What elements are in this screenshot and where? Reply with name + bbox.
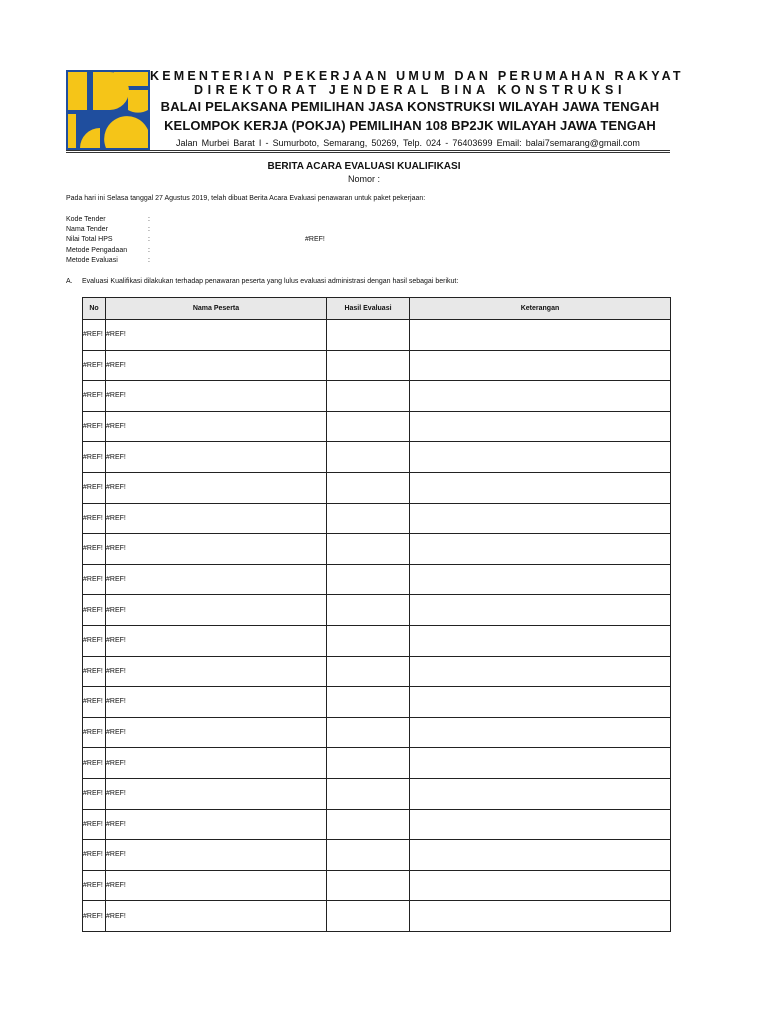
header-address: [176, 138, 640, 148]
address-word: Semarang,: [323, 138, 368, 148]
table-row: [83, 595, 671, 626]
cell-hasil-evaluasi: [327, 564, 410, 595]
table-row: [83, 320, 671, 351]
cell-keterangan: [410, 472, 671, 503]
cell-no: #REF!: [83, 595, 106, 626]
cell-nama-peserta: #REF!: [106, 381, 327, 412]
cell-no: #REF!: [83, 656, 106, 687]
col-header-nama-peserta: Nama Peserta: [106, 298, 327, 320]
field-label: Kode Tender: [66, 216, 106, 223]
section-a-letter: A.: [66, 278, 73, 285]
cell-hasil-evaluasi: [327, 350, 410, 381]
cell-nama-peserta: #REF!: [106, 687, 327, 718]
cell-keterangan: [410, 840, 671, 871]
address-word: Barat: [233, 138, 255, 148]
table-row: [83, 472, 671, 503]
cell-keterangan: [410, 503, 671, 534]
table-row: [83, 717, 671, 748]
evaluation-table: [82, 297, 671, 932]
document-number: Nomor :: [347, 174, 380, 184]
field-label: Nama Tender: [66, 226, 108, 233]
address-word: Email:: [496, 138, 522, 148]
cell-keterangan: [410, 870, 671, 901]
col-header-no: No: [83, 298, 106, 320]
table-row: [83, 534, 671, 565]
cell-keterangan: [410, 809, 671, 840]
field-value: #REF!: [305, 236, 325, 243]
address-word: Jalan: [176, 138, 198, 148]
address-word: Telp.: [403, 138, 423, 148]
cell-no: #REF!: [83, 625, 106, 656]
cell-no: #REF!: [83, 778, 106, 809]
cell-hasil-evaluasi: [327, 809, 410, 840]
cell-hasil-evaluasi: [327, 534, 410, 565]
header-divider-thin: [66, 152, 670, 153]
table-row: [83, 656, 671, 687]
cell-nama-peserta: #REF!: [106, 534, 327, 565]
cell-keterangan: [410, 411, 671, 442]
cell-no: #REF!: [83, 442, 106, 473]
pupr-logo-icon: [66, 70, 150, 150]
cell-nama-peserta: #REF!: [106, 778, 327, 809]
cell-hasil-evaluasi: [327, 442, 410, 473]
cell-nama-peserta: #REF!: [106, 442, 327, 473]
cell-hasil-evaluasi: [327, 381, 410, 412]
cell-keterangan: [410, 564, 671, 595]
header-directorate: DIREKTORAT JENDERAL BINA KONSTRUKSI: [193, 83, 627, 97]
cell-hasil-evaluasi: [327, 840, 410, 871]
table-row: [83, 381, 671, 412]
cell-keterangan: [410, 534, 671, 565]
table-row: [83, 625, 671, 656]
cell-hasil-evaluasi: [327, 901, 410, 932]
cell-nama-peserta: #REF!: [106, 595, 327, 626]
cell-keterangan: [410, 350, 671, 381]
table-row: [83, 870, 671, 901]
cell-hasil-evaluasi: [327, 656, 410, 687]
cell-no: #REF!: [83, 411, 106, 442]
cell-keterangan: [410, 381, 671, 412]
cell-nama-peserta: #REF!: [106, 901, 327, 932]
cell-keterangan: [410, 748, 671, 779]
cell-hasil-evaluasi: [327, 472, 410, 503]
address-word: -: [445, 138, 449, 148]
cell-nama-peserta: #REF!: [106, 809, 327, 840]
cell-nama-peserta: #REF!: [106, 717, 327, 748]
cell-keterangan: [410, 595, 671, 626]
table-row: [83, 748, 671, 779]
cell-keterangan: [410, 778, 671, 809]
cell-no: #REF!: [83, 472, 106, 503]
cell-nama-peserta: #REF!: [106, 564, 327, 595]
cell-no: #REF!: [83, 901, 106, 932]
col-header-keterangan: Keterangan: [410, 298, 671, 320]
field-colon: :: [148, 226, 150, 233]
cell-hasil-evaluasi: [327, 411, 410, 442]
cell-hasil-evaluasi: [327, 595, 410, 626]
table-row: [83, 411, 671, 442]
cell-keterangan: [410, 625, 671, 656]
document-title: BERITA ACARA EVALUASI KUALIFIKASI: [267, 161, 461, 172]
header-ministry: KEMENTERIAN PEKERJAAN UMUM DAN PERUMAHAN RAKYAT: [150, 69, 684, 83]
cell-hasil-evaluasi: [327, 717, 410, 748]
field-label: Nilai Total HPS: [66, 236, 113, 243]
cell-no: #REF!: [83, 748, 106, 779]
cell-keterangan: [410, 656, 671, 687]
cell-hasil-evaluasi: [327, 748, 410, 779]
field-colon: :: [148, 247, 150, 254]
cell-nama-peserta: #REF!: [106, 350, 327, 381]
field-colon: :: [148, 257, 150, 264]
cell-no: #REF!: [83, 717, 106, 748]
cell-keterangan: [410, 717, 671, 748]
cell-no: #REF!: [83, 840, 106, 871]
address-word: 50269,: [371, 138, 399, 148]
table-row: [83, 687, 671, 718]
field-label: Metode Pengadaan: [66, 247, 128, 254]
cell-no: #REF!: [83, 809, 106, 840]
field-colon: :: [148, 236, 150, 243]
table-header-row: [83, 298, 671, 320]
cell-no: #REF!: [83, 320, 106, 351]
intro-text: Pada hari ini Selasa tanggal 27 Agustus 2019, telah dibuat Berita Acara Evaluasi penawaran untuk paket pekerjaan:: [66, 195, 426, 202]
table-row: [83, 809, 671, 840]
cell-hasil-evaluasi: [327, 778, 410, 809]
table-row: [83, 778, 671, 809]
table-row: [83, 564, 671, 595]
cell-hasil-evaluasi: [327, 503, 410, 534]
cell-hasil-evaluasi: [327, 687, 410, 718]
cell-no: #REF!: [83, 503, 106, 534]
cell-keterangan: [410, 901, 671, 932]
cell-nama-peserta: #REF!: [106, 320, 327, 351]
cell-hasil-evaluasi: [327, 870, 410, 901]
cell-keterangan: [410, 687, 671, 718]
cell-no: #REF!: [83, 687, 106, 718]
cell-nama-peserta: #REF!: [106, 870, 327, 901]
cell-hasil-evaluasi: [327, 625, 410, 656]
address-word: Murbei: [201, 138, 230, 148]
cell-nama-peserta: #REF!: [106, 503, 327, 534]
table-row: [83, 442, 671, 473]
header-divider: [66, 150, 670, 151]
field-colon: :: [148, 216, 150, 223]
section-a-text: Evaluasi Kualifikasi dilakukan terhadap penawaran peserta yang lulus evaluasi administrasi dengan hasil sebagai berikut:: [82, 278, 459, 285]
cell-nama-peserta: #REF!: [106, 411, 327, 442]
header-pokja: KELOMPOK KERJA (POKJA) PEMILIHAN 108 BP2JK WILAYAH JAWA TENGAH: [164, 118, 656, 133]
field-label: Metode Evaluasi: [66, 257, 118, 264]
cell-keterangan: [410, 320, 671, 351]
cell-no: #REF!: [83, 870, 106, 901]
table-row: [83, 901, 671, 932]
table-row: [83, 350, 671, 381]
cell-hasil-evaluasi: [327, 320, 410, 351]
cell-nama-peserta: #REF!: [106, 656, 327, 687]
address-word: 76403699: [452, 138, 493, 148]
cell-nama-peserta: #REF!: [106, 840, 327, 871]
cell-no: #REF!: [83, 534, 106, 565]
table-row: [83, 840, 671, 871]
address-word: balai7semarang@gmail.com: [525, 138, 640, 148]
address-word: -: [265, 138, 269, 148]
cell-nama-peserta: #REF!: [106, 625, 327, 656]
col-header-hasil-evaluasi: Hasil Evaluasi: [327, 298, 410, 320]
address-word: 024: [426, 138, 442, 148]
header-balai: BALAI PELAKSANA PEMILIHAN JASA KONSTRUKSI WILAYAH JAWA TENGAH: [160, 99, 660, 114]
cell-no: #REF!: [83, 381, 106, 412]
cell-no: #REF!: [83, 564, 106, 595]
cell-nama-peserta: #REF!: [106, 472, 327, 503]
cell-keterangan: [410, 442, 671, 473]
cell-nama-peserta: #REF!: [106, 748, 327, 779]
cell-no: #REF!: [83, 350, 106, 381]
table-row: [83, 503, 671, 534]
address-word: I: [258, 138, 262, 148]
address-word: Sumurboto,: [272, 138, 320, 148]
